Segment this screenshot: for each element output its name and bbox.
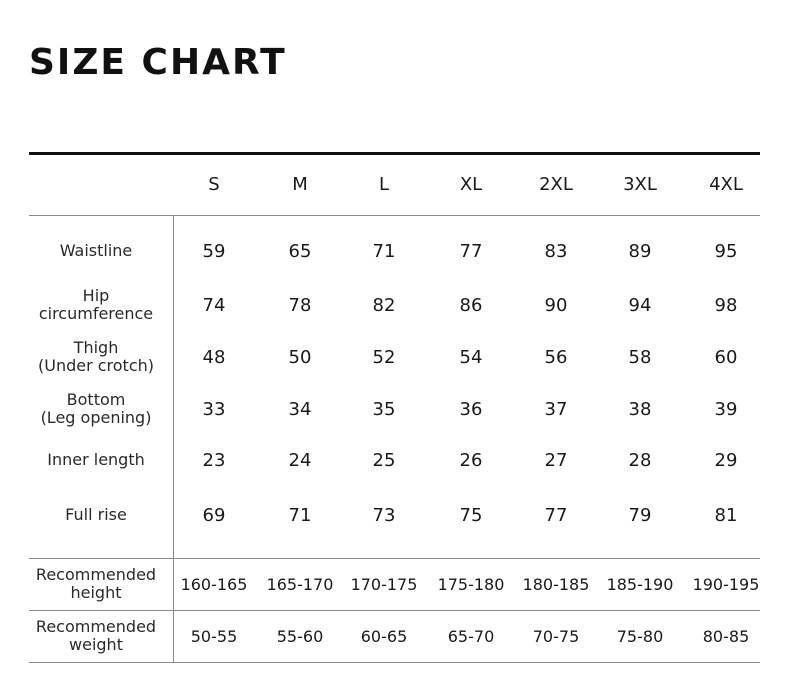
table-cell: 38 [628, 398, 652, 420]
row-label [18, 389, 174, 429]
row-label [18, 231, 174, 271]
table-cell: 65-70 [447, 626, 495, 646]
row-label-line1: Recommended [35, 565, 157, 584]
table-cell: 175-180 [437, 574, 505, 594]
table-cell: 80-85 [702, 626, 750, 646]
row-label-line1: Recommended [35, 617, 157, 636]
table-cell: 27 [544, 449, 568, 471]
table-cell: 73 [372, 504, 396, 526]
table-cell: 75 [459, 504, 483, 526]
size-header-2xl: 2XL [539, 173, 573, 195]
table-cell: 90 [544, 294, 568, 316]
table-cell: 74 [202, 294, 226, 316]
row-label [18, 616, 174, 656]
row-label-line1: Full rise [65, 505, 127, 524]
row-label [18, 285, 174, 325]
table-cell: 160-165 [180, 574, 248, 594]
row-divider [29, 610, 760, 611]
table-cell: 65 [288, 240, 312, 262]
row-label-line1: Thigh [73, 338, 119, 357]
table-cell: 55-60 [276, 626, 324, 646]
table-cell: 54 [459, 346, 483, 368]
table-cell: 78 [288, 294, 312, 316]
table-cell: 86 [459, 294, 483, 316]
table-cell: 34 [288, 398, 312, 420]
table-cell: 94 [628, 294, 652, 316]
table-cell: 39 [714, 398, 738, 420]
row-label-line2: (Leg opening) [40, 408, 152, 427]
table-cell: 58 [628, 346, 652, 368]
table-cell: 37 [544, 398, 568, 420]
row-label-line2: (Under crotch) [37, 356, 155, 375]
table-cell: 77 [544, 504, 568, 526]
page-title: SIZE CHART [29, 42, 287, 83]
row-label-line1: Inner length [47, 450, 145, 469]
table-cell: 23 [202, 449, 226, 471]
table-cell: 36 [459, 398, 483, 420]
table-cell: 77 [459, 240, 483, 262]
table-cell: 89 [628, 240, 652, 262]
table-cell: 28 [628, 449, 652, 471]
table-cell: 25 [372, 449, 396, 471]
table-cell: 50-55 [190, 626, 238, 646]
table-cell: 190-195 [692, 574, 760, 594]
row-label-line2: circumference [38, 304, 154, 323]
row-label-line1: Bottom [66, 390, 126, 409]
table-cell: 98 [714, 294, 738, 316]
table-cell: 81 [714, 504, 738, 526]
table-cell: 170-175 [350, 574, 418, 594]
size-header-4xl: 4XL [709, 173, 743, 195]
table-cell: 71 [288, 504, 312, 526]
table-cell: 71 [372, 240, 396, 262]
table-cell: 35 [372, 398, 396, 420]
table-cell: 69 [202, 504, 226, 526]
size-header-s: S [208, 173, 220, 195]
table-cell: 165-170 [266, 574, 334, 594]
table-cell: 185-190 [606, 574, 674, 594]
table-cell: 50 [288, 346, 312, 368]
size-header-l: L [378, 173, 390, 195]
table-cell: 29 [714, 449, 738, 471]
table-cell: 70-75 [532, 626, 580, 646]
row-label-line2: weight [69, 635, 123, 654]
row-divider [29, 215, 760, 216]
size-header-xl: XL [459, 173, 483, 195]
top-rule [29, 152, 760, 155]
table-cell: 79 [628, 504, 652, 526]
table-cell: 83 [544, 240, 568, 262]
table-cell: 24 [288, 449, 312, 471]
table-cell: 52 [372, 346, 396, 368]
table-cell: 60 [714, 346, 738, 368]
table-cell: 95 [714, 240, 738, 262]
row-divider [29, 662, 760, 663]
size-header-3xl: 3XL [623, 173, 657, 195]
table-cell: 26 [459, 449, 483, 471]
row-label [18, 337, 174, 377]
table-cell: 56 [544, 346, 568, 368]
table-cell: 59 [202, 240, 226, 262]
row-label [18, 564, 174, 604]
row-label-line1: Waistline [59, 241, 133, 260]
table-cell: 33 [202, 398, 226, 420]
table-cell: 60-65 [360, 626, 408, 646]
row-label [18, 495, 174, 535]
row-label-line1: Hip [82, 286, 110, 305]
table-cell: 48 [202, 346, 226, 368]
size-header-m: M [292, 173, 308, 195]
table-cell: 75-80 [616, 626, 664, 646]
row-label [18, 440, 174, 480]
row-divider [29, 558, 760, 559]
row-label-line2: height [70, 583, 122, 602]
table-cell: 82 [372, 294, 396, 316]
table-cell: 180-185 [522, 574, 590, 594]
